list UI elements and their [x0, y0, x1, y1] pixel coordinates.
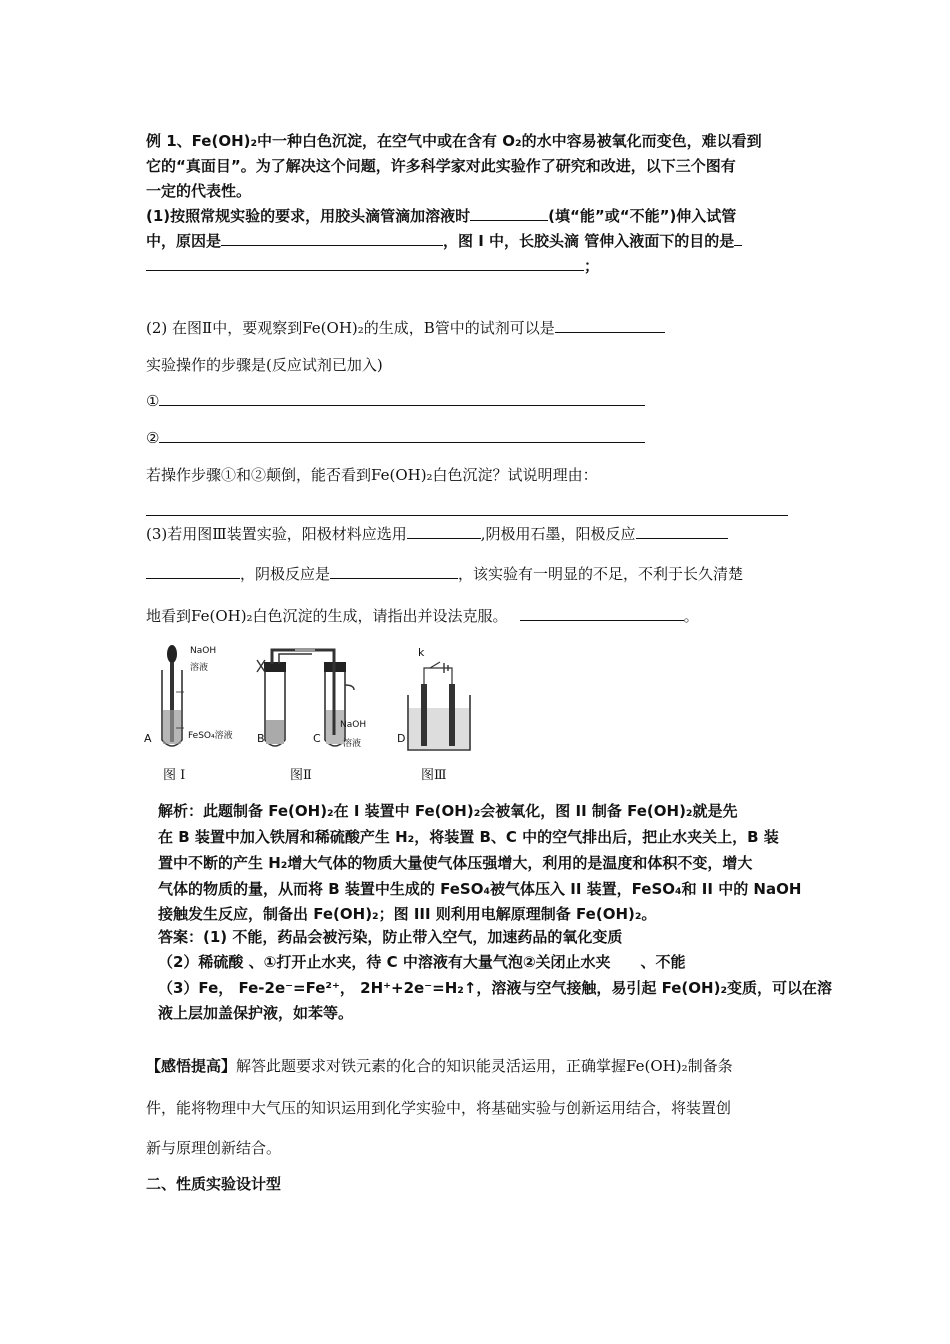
fig3-letter-d: D — [397, 732, 406, 745]
insight-line1 — [146, 1056, 733, 1076]
q1-blank-3[interactable] — [146, 256, 584, 271]
analysis-line4: 气体的物质的量，从而将 B 装置中生成的 FeSO₄被气体压入 II 装置，FeSO₄和 II 中的 NaOH — [158, 880, 802, 898]
q1-line4-text-a: (1)按照常规实验的要求，用胶头滴管滴加溶液时 — [146, 207, 471, 225]
analysis-line2: 在 B 装置中加入铁屑和稀硫酸产生 H₂，将装置 B、C 中的空气排出后，把止水夹关上，B 装 — [158, 828, 779, 846]
q2-step1-marker: ① — [146, 392, 160, 410]
q3-blank-cathode-reaction[interactable] — [330, 564, 458, 579]
q2-blank-step1[interactable] — [159, 391, 645, 406]
q1-line4-text-b: (填“能”或“不能”)伸入试管 — [548, 207, 737, 225]
fig2-letter-b: B — [257, 732, 265, 745]
q1-line5 — [146, 231, 742, 251]
fig2-letter-c: C — [313, 732, 321, 745]
q3-line3-text: 地看到Fe(OH)₂白色沉淀的生成，请指出并设法克服。 — [146, 607, 508, 625]
fig1-naoh-label: NaOH — [190, 646, 217, 656]
insight-line1-text: 解答此题要求对铁元素的化合的知识能灵活运用，正确掌握Fe(OH)₂制备条 — [236, 1057, 733, 1075]
figure-2-apparatus — [257, 650, 354, 746]
analysis-line1: 解析：此题制备 Fe(OH)₂在 I 装置中 Fe(OH)₂会被氧化，图 II 制备 Fe(OH)₂就是先 — [158, 802, 738, 820]
q1-line2: 它的“真面目”。为了解决这个问题，许多科学家对此实验作了研究和改进，以下三个图有 — [146, 157, 736, 175]
answer-line4: 液上层加盖保护液，如苯等。 — [158, 1004, 354, 1022]
answer-line3: （3）Fe， Fe-2e⁻=Fe²⁺， 2H⁺+2e⁻=H₂↑，溶液与空气接触，易引起 Fe(OH)₂变质，可以在溶 — [158, 979, 833, 997]
q3-line2-text-b: ，该实验有一明显的不足，不利于长久清楚 — [458, 565, 744, 583]
analysis-line3: 置中不断的产生 H₂增大气体的物质大量使气体压强增大，利用的是温度和体积不变，增大 — [158, 854, 753, 872]
answer-line1: 答案：(1) 不能，药品会被污染，防止带入空气，加速药品的氧化变质 — [158, 928, 623, 946]
q1-blank-2[interactable] — [221, 231, 443, 246]
q3-blank-anode-reaction-cont[interactable] — [146, 564, 240, 579]
q1-line1: 例 1、Fe(OH)₂中一种白色沉淀，在空气中或在含有 O₂的水中容易被氧化而变色，难以看到 — [146, 132, 762, 150]
q1-line6-end: ； — [584, 257, 600, 275]
q2-blank-reason[interactable] — [146, 501, 788, 516]
fig1-letter-a: A — [144, 732, 152, 745]
q3-line1-text-a: (3)若用图Ⅲ装置实验，阳极材料应选用 — [146, 525, 407, 543]
figure-3-apparatus — [408, 662, 470, 750]
analysis-line5: 接触发生反应，制备出 Fe(OH)₂；图 III 则利用电解原理制备 Fe(OH)₂。 — [158, 905, 657, 923]
q2-line1-text: (2) 在图Ⅱ中，要观察到Fe(OH)₂的生成，B管中的试剂可以是 — [146, 319, 555, 337]
q2-step2 — [146, 428, 645, 448]
q1-line3: 一定的代表性。 — [146, 182, 252, 200]
q1-blank-3a[interactable] — [734, 231, 742, 246]
q3-line3 — [146, 606, 699, 626]
section-heading: 二、性质实验设计型 — [146, 1175, 282, 1193]
q1-line5-text-b: ，图 I 中，长胶头滴 管伸入液面下的目的是 — [443, 232, 735, 250]
q3-line2-text-a: ，阴极反应是 — [240, 565, 331, 583]
q3-line2 — [146, 564, 743, 584]
q1-line6 — [146, 256, 599, 276]
q2-blank-step2[interactable] — [159, 428, 645, 443]
q3-blank-anode-reaction[interactable] — [636, 524, 728, 539]
fig3-switch-k: k — [418, 646, 425, 659]
q2-line3: 若操作步骤①和②颠倒，能否看到Fe(OH)₂白色沉淀？试说明理由： — [146, 466, 598, 484]
fig1-feso4-label: FeSO₄溶液 — [188, 731, 233, 741]
q2-step2-marker: ② — [146, 429, 160, 447]
q3-blank-anode-material[interactable] — [407, 524, 481, 539]
q2-reason-line — [146, 501, 788, 521]
insight-tag: 【感悟提高】 — [146, 1057, 237, 1075]
insight-line3: 新与原理创新结合。 — [146, 1139, 282, 1157]
q3-line1 — [146, 524, 728, 544]
q1-blank-1[interactable] — [470, 206, 548, 221]
q1-line4 — [146, 206, 736, 226]
q2-line1 — [146, 318, 665, 338]
q3-line1-text-b: ,阴极用石墨，阳极反应 — [480, 525, 636, 543]
figure-1-apparatus — [162, 645, 184, 746]
q2-step1 — [146, 391, 645, 411]
q3-line3-end: 。 — [683, 607, 699, 625]
fig1-caption: 图 I — [163, 768, 186, 783]
fig1-rongye-label: 溶液 — [190, 663, 209, 673]
fig2-caption: 图Ⅱ — [290, 768, 312, 783]
q1-line5-text-a: 中，原因是 — [146, 232, 222, 250]
fig2-naoh-label: NaOH — [340, 720, 367, 730]
insight-line2: 件，能将物理中大气压的知识运用到化学实验中，将基础实验与创新运用结合，将装置创 — [146, 1099, 732, 1117]
fig3-caption: 图Ⅲ — [421, 768, 447, 783]
q2-line2: 实验操作的步骤是(反应试剂已加入) — [146, 356, 383, 374]
q2-blank-reagent[interactable] — [555, 318, 665, 333]
fig2-rongye-label: 溶液 — [343, 739, 362, 749]
answer-line2: （2）稀硫酸 、①打开止水夹，待 C 中溶液有大量气泡②关闭止水夹 、不能 — [158, 953, 686, 971]
q3-blank-fix[interactable] — [520, 606, 684, 621]
